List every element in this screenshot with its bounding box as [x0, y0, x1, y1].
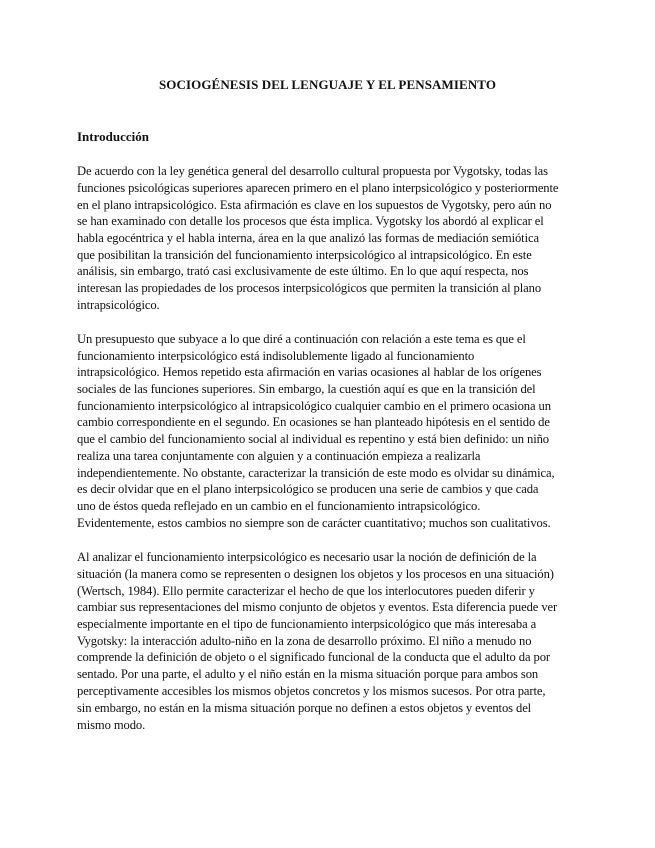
text-line: cambio correspondiente en el segundo. En ocasiones se han planteado hipótesis en el sentido de [77, 415, 550, 429]
text-line: funcionamiento interpsicológico al intrapsicológico cualquier cambio en el primero ocasiona un [77, 399, 551, 413]
document-title: SOCIOGÉNESIS DEL LENGUAJE Y EL PENSAMIENTO [158, 77, 497, 92]
text-line: que el cambio del funcionamiento social al individual es repentino y está bien definido: un niño [77, 432, 549, 446]
text-line: realiza una tarea conjuntamente con alguien y a continuación empieza a realizarla [77, 449, 481, 463]
text-line: se han examinado con detalle los procesos que ésta implica. Vygotsky los abordó al explicar el [77, 214, 544, 228]
text-line: perceptivamente accesibles los mismos objetos concretos y los mismos sucesos. Por otra parte, [77, 684, 546, 698]
text-line: Al analizar el funcionamiento interpsicológico es necesario usar la noción de definición de la [77, 550, 537, 564]
text-line: es decir olvidar que en el plano interpsicológico se producen una serie de cambios y que cada [77, 482, 539, 496]
text-line: interesan las propiedades de los procesos interpsicológicos que permiten la transición al plano [77, 281, 542, 295]
text-line: (Wertsch, 1984). Ello permite caracterizar el hecho de que los interlocutores pueden diferir y [77, 584, 535, 598]
text-line: funcionamiento interpsicológico está indisolublemente ligado al funcionamiento [77, 349, 475, 363]
text-line: De acuerdo con la ley genética general del desarrollo cultural propuesta por Vygotsky, todas las [77, 164, 548, 178]
text-line: mismo modo. [77, 718, 146, 732]
text-line: en el plano intrapsicológico. Esta afirmación es clave en los supuestos de Vygotsky, pero aún no [77, 198, 552, 212]
text-line: que posibilitan la transición del funcionamiento interpsicológico al intrapsicológico. En este [77, 248, 532, 262]
text-line: situación (la manera como se representen o designen los objetos y los procesos en una situación) [77, 567, 554, 581]
text-line: Vygotsky: la interacción adulto-niño en la zona de desarrollo próximo. El niño a menudo no [77, 634, 532, 648]
section-heading: Introducción [77, 129, 149, 144]
text-line: especialmente importante en el tipo de funcionamiento interpsicológico que más interesaba a [77, 617, 537, 631]
text-line: habla egocéntrica y el habla interna, área en la que analizó las formas de mediación semiótica [77, 231, 539, 245]
text-line: independientemente. No obstante, caracterizar la transición de este modo es olvidar su dinámica, [77, 466, 555, 480]
text-line: sociales de las funciones superiores. Sin embargo, la cuestión aquí es que en la transición del [77, 382, 536, 396]
text-line: Un presupuesto que subyace a lo que diré a continuación con relación a este tema es que el [77, 332, 526, 346]
text-line: cambiar sus representaciones del mismo conjunto de objetos y eventos. Esta diferencia puede ver [77, 600, 558, 614]
text-line: intrapsicológico. [77, 298, 160, 312]
text-line: comprende la definición de objeto o el significado funcional de la conducta que el adulto da por [77, 650, 550, 664]
text-line: intrapsicológico. Hemos repetido esta afirmación en varias ocasiones al hablar de los orígenes [77, 365, 542, 379]
text-line: sentado. Por una parte, el adulto y el niño están en la misma situación porque para ambos son [77, 667, 539, 681]
text-line: análisis, sin embargo, trató casi exclusivamente de este último. En lo que aquí respecta, nos [77, 264, 529, 278]
text-line: Evidentemente, estos cambios no siempre son de carácter cuantitativo; muchos son cualitativos. [77, 516, 551, 530]
text-line: uno de éstos queda reflejado en un cambio en el funcionamiento intrapsicológico. [77, 499, 481, 513]
text-line: funciones psicológicas superiores aparecen primero en el plano interpsicológico y posteriormente [77, 181, 559, 195]
text-line: sin embargo, no están en la misma situación porque no definen a estos objetos y eventos del [77, 701, 532, 715]
